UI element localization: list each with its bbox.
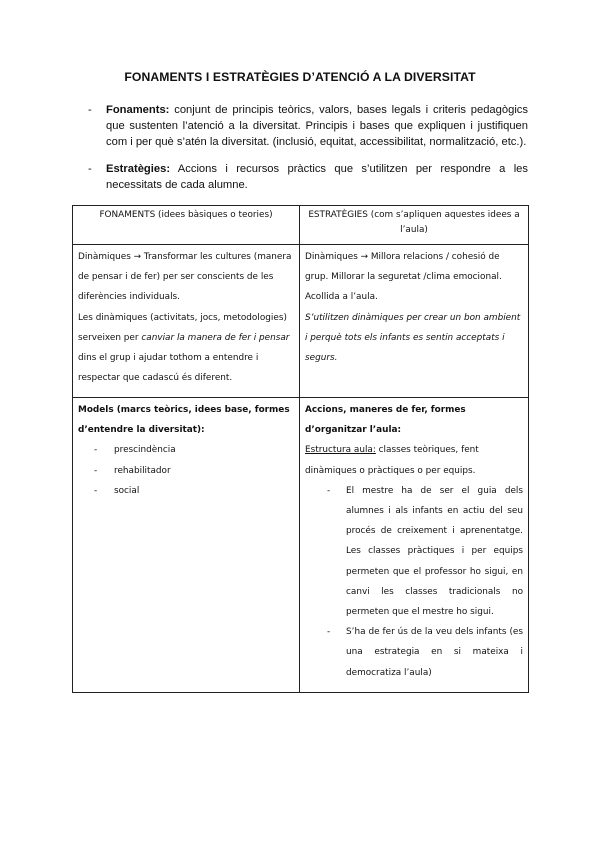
comparison-table [72,205,529,693]
definition-term: Fonaments: [106,104,170,116]
cell-heading: Models (marcs teòrics, idees base, formes d’entendre la diversitat): [78,405,290,436]
list-item: - prescindència [94,445,176,456]
table-row [73,398,529,693]
cell-dinamiques-fonaments [73,245,300,398]
list-item: - S’ha de fer ús de la veu dels infants (es una estrategia en si mateixa i democratiza l’aula) [327,627,523,678]
cell-accions [300,398,529,693]
underlined-label: Estructura aula: [305,445,376,456]
definition-text: Accions i recursos pràctics que s’utilitzen per respondre a les necessitats de cada alumne. [106,163,528,191]
cell-paragraph: S’utilitzen dinàmiques per crear un bon ambient i perquè tots els infants es sentin acceptats i segurs. [305,312,521,364]
table-header-row [73,206,529,245]
list-item: - social [94,485,140,496]
italic-phrase: canviar la manera de fer i pensar [141,332,290,343]
cell-paragraph: Acollida a l’aula. [305,292,378,303]
cell-paragraph: Les dinàmiques (activitats, jocs, metodologies) serveixen per canviar la manera de fer i pensar dins el grup i ajudar tothom a entendre i respectar que cadascú és diferent. [78,312,290,384]
list-item: - rehabilitador [94,465,171,476]
bullet-dash: - [88,163,92,175]
cell-heading: Accions, maneres de fer, formes d’organitzar l’aula: [305,405,466,436]
cell-models [73,398,300,693]
definition-fonaments [88,102,528,150]
table-row [73,245,529,398]
bullet-dash: - [88,104,92,116]
header-estrategies: ESTRATÈGIES (com s’apliquen aquestes idees a l’aula) [300,206,529,245]
cell-dinamiques-estrategies [300,245,529,398]
page-title: FONAMENTS I ESTRATÈGIES D’ATENCIÓ A LA DIVERSITAT [124,70,476,84]
cell-paragraph: Dinàmiques → Millora relacions / cohesió de grup. Millorar la seguretat /clima emocional. [305,252,502,283]
definition-estrategies [88,161,528,193]
cell-paragraph: Estructura aula: classes teòriques, fent dinàmiques o pràctiques o per equips. [305,445,479,476]
list-item: - El mestre ha de ser el guia dels alumnes i als infants en actiu del seu procés de creixement i aprenentatge. Les classes pràctiques i per equips permeten que el professor ho sigui, en canvi les classes tradicionals no permeten que el mestre ho sigui. [327,485,523,618]
cell-paragraph: Dinàmiques → Transformar les cultures (manera de pensar i de fer) per ser conscients de les diferències individuals. [78,252,292,303]
definition-term: Estratègies: [106,163,171,175]
header-fonaments: FONAMENTS (idees bàsiques o teories) [73,206,300,245]
definition-text: conjunt de principis teòrics, valors, bases legals i criteris pedagògics que sustenten l’atenció a la diversitat. Principis i bases que expliquen i justifiquen com i per què s’atén la diversitat. (inclusió, equitat, accessibilitat, normalització, etc.). [106,104,528,148]
